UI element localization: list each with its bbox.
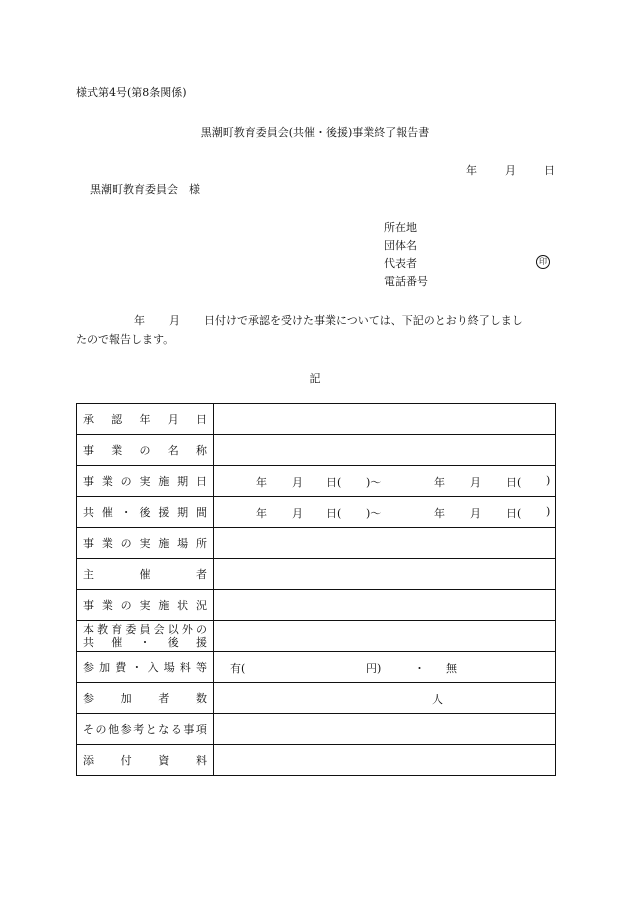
- label-char: 考: [133, 723, 145, 736]
- label-char: 催: [111, 636, 123, 649]
- applicant-phone-label: 電話番号: [384, 275, 428, 288]
- table-row: [77, 590, 556, 621]
- label-char: 催: [101, 506, 113, 519]
- label-char: 者: [196, 568, 207, 581]
- label-char: 日: [195, 475, 207, 488]
- label-char: 共: [83, 506, 94, 519]
- row-label-line: [83, 636, 207, 649]
- label-char: 料: [195, 754, 207, 767]
- value-token: 円): [366, 662, 382, 675]
- label-char: 催: [139, 568, 151, 581]
- value-token: 月: [470, 476, 481, 489]
- row-value-field[interactable]: [214, 683, 556, 714]
- label-char: 認: [111, 413, 123, 426]
- row-label: [77, 497, 214, 528]
- table-row: [77, 435, 556, 466]
- row-label: [77, 466, 214, 497]
- body-line-1: [76, 312, 523, 328]
- table-row: [77, 497, 556, 528]
- body-line-2: たので報告します。: [76, 333, 175, 346]
- label-char: 後: [139, 506, 151, 519]
- value-token: 日(: [326, 476, 342, 489]
- label-char: 援: [158, 506, 170, 519]
- body-month: 月: [169, 314, 180, 327]
- label-char: 承: [83, 413, 94, 426]
- label-char: 事: [183, 723, 195, 736]
- label-char: 教: [97, 623, 109, 636]
- row-label: [77, 528, 214, 559]
- label-char: る: [170, 723, 182, 736]
- label-char: ・: [131, 661, 143, 674]
- label-char: 参: [83, 692, 94, 705]
- label-char: ・: [120, 506, 132, 519]
- label-char: の: [120, 475, 132, 488]
- label-char: 業: [101, 599, 113, 612]
- row-label: [77, 435, 214, 466]
- label-char: 以: [167, 623, 179, 636]
- label-char: 共: [83, 636, 94, 649]
- date-year: 年: [466, 164, 477, 177]
- row-value-field[interactable]: [214, 559, 556, 590]
- document-title: 黒潮町教育委員会(共催・後援)事業終了報告書: [200, 126, 430, 139]
- value-token: ): [546, 505, 551, 518]
- row-label: [77, 714, 214, 745]
- row-label: [77, 621, 214, 652]
- label-char: 場: [163, 661, 175, 674]
- label-char: 施: [158, 599, 170, 612]
- label-char: 日: [196, 413, 207, 426]
- value-token: 年: [256, 476, 267, 489]
- label-char: 年: [139, 413, 151, 426]
- label-char: そ: [83, 723, 94, 736]
- label-char: 期: [177, 475, 189, 488]
- label-char: 業: [101, 537, 113, 550]
- table-row: [77, 528, 556, 559]
- value-token: 年: [256, 507, 267, 520]
- label-char: 員: [139, 623, 151, 636]
- label-char: 期: [177, 506, 189, 519]
- label-char: 参: [83, 661, 94, 674]
- label-char: な: [158, 723, 170, 736]
- label-char: 料: [179, 661, 191, 674]
- label-char: の: [95, 723, 107, 736]
- table-row: [77, 466, 556, 497]
- applicant-address-label: 所在地: [384, 221, 417, 234]
- value-token: 月: [292, 476, 303, 489]
- label-char: 月: [167, 413, 179, 426]
- label-char: 項: [195, 723, 207, 736]
- date-day: 日: [544, 164, 555, 177]
- label-char: 事: [83, 537, 94, 550]
- label-char: 施: [158, 475, 170, 488]
- label-char: 加: [99, 661, 111, 674]
- value-token: ): [546, 474, 551, 487]
- row-value-field[interactable]: [214, 652, 556, 683]
- label-char: 付: [120, 754, 132, 767]
- table-row: [77, 714, 556, 745]
- date-month: 月: [505, 164, 516, 177]
- row-value-field[interactable]: [214, 745, 556, 776]
- value-token: 年: [434, 507, 445, 520]
- form-number: 様式第4号(第8条関係): [76, 86, 187, 99]
- label-char: 状: [177, 599, 189, 612]
- label-char: 所: [195, 537, 207, 550]
- label-char: 加: [120, 692, 132, 705]
- table-row: [77, 621, 556, 652]
- label-char: 数: [195, 692, 207, 705]
- value-token: 日(: [506, 476, 522, 489]
- addressee: 黒潮町教育委員会 様: [90, 183, 200, 196]
- row-label: [77, 652, 214, 683]
- label-char: 事: [83, 475, 94, 488]
- value-token: 日(: [506, 507, 522, 520]
- label-char: の: [139, 444, 151, 457]
- row-value-field[interactable]: [214, 714, 556, 745]
- value-token: 月: [292, 507, 303, 520]
- body-text: 日付けで承認を受けた事業については、下記のとおり終了しまし: [204, 314, 523, 327]
- label-char: 本: [83, 623, 94, 636]
- label-char: 入: [147, 661, 159, 674]
- label-char: 育: [111, 623, 123, 636]
- label-char: 主: [83, 568, 94, 581]
- row-label-line: [83, 623, 207, 636]
- label-char: 場: [177, 537, 189, 550]
- label-char: 後: [167, 636, 179, 649]
- row-label: [77, 404, 214, 435]
- value-token: 人: [432, 693, 443, 706]
- label-char: 事: [83, 444, 94, 457]
- label-char: 資: [158, 754, 170, 767]
- label-char: ・: [139, 636, 151, 649]
- row-value-field[interactable]: [214, 528, 556, 559]
- table-row: [77, 745, 556, 776]
- label-char: 等: [195, 661, 207, 674]
- label-char: 他: [108, 723, 120, 736]
- label-char: 実: [139, 599, 151, 612]
- row-label: [77, 590, 214, 621]
- label-char: 添: [83, 754, 94, 767]
- row-value-field[interactable]: [214, 497, 556, 528]
- ki-heading: 記: [309, 372, 321, 385]
- label-char: 称: [196, 444, 207, 457]
- row-value-field[interactable]: [214, 466, 556, 497]
- report-table: [76, 403, 556, 776]
- label-char: 外: [181, 623, 193, 636]
- label-char: の: [120, 599, 132, 612]
- label-char: の: [196, 623, 207, 636]
- label-char: 者: [158, 692, 170, 705]
- label-char: と: [145, 723, 157, 736]
- label-char: 実: [139, 475, 151, 488]
- row-label: [77, 683, 214, 714]
- seal-mark: 印: [536, 255, 550, 269]
- label-char: 会: [153, 623, 165, 636]
- label-char: 施: [158, 537, 170, 550]
- value-token: 年: [434, 476, 445, 489]
- value-token: 月: [470, 507, 481, 520]
- value-token: ・: [414, 662, 425, 675]
- label-char: 参: [120, 723, 132, 736]
- value-token: 無: [446, 662, 457, 675]
- table-row: [77, 404, 556, 435]
- value-token: )～: [366, 507, 382, 520]
- row-value-field[interactable]: [214, 590, 556, 621]
- applicant-rep-label: 代表者: [384, 257, 417, 270]
- table-row: [77, 559, 556, 590]
- label-char: 援: [196, 636, 207, 649]
- label-char: 間: [195, 506, 207, 519]
- row-value-field[interactable]: [214, 621, 556, 652]
- label-char: 業: [111, 444, 123, 457]
- row-label: [77, 559, 214, 590]
- applicant-org-label: 団体名: [384, 239, 417, 252]
- label-char: の: [120, 537, 132, 550]
- label-char: 事: [83, 599, 94, 612]
- label-char: 業: [101, 475, 113, 488]
- row-value-field[interactable]: [214, 404, 556, 435]
- label-char: 名: [167, 444, 179, 457]
- label-char: 費: [115, 661, 127, 674]
- label-char: 委: [125, 623, 137, 636]
- label-char: 実: [139, 537, 151, 550]
- value-token: )～: [366, 476, 382, 489]
- table-row: [77, 652, 556, 683]
- table-row: [77, 683, 556, 714]
- body-year: 年: [134, 314, 145, 327]
- report-date: [466, 162, 555, 178]
- row-label: [77, 745, 214, 776]
- label-char: 況: [195, 599, 207, 612]
- value-token: 有(: [230, 662, 246, 675]
- row-value-field[interactable]: [214, 435, 556, 466]
- value-token: 日(: [326, 507, 342, 520]
